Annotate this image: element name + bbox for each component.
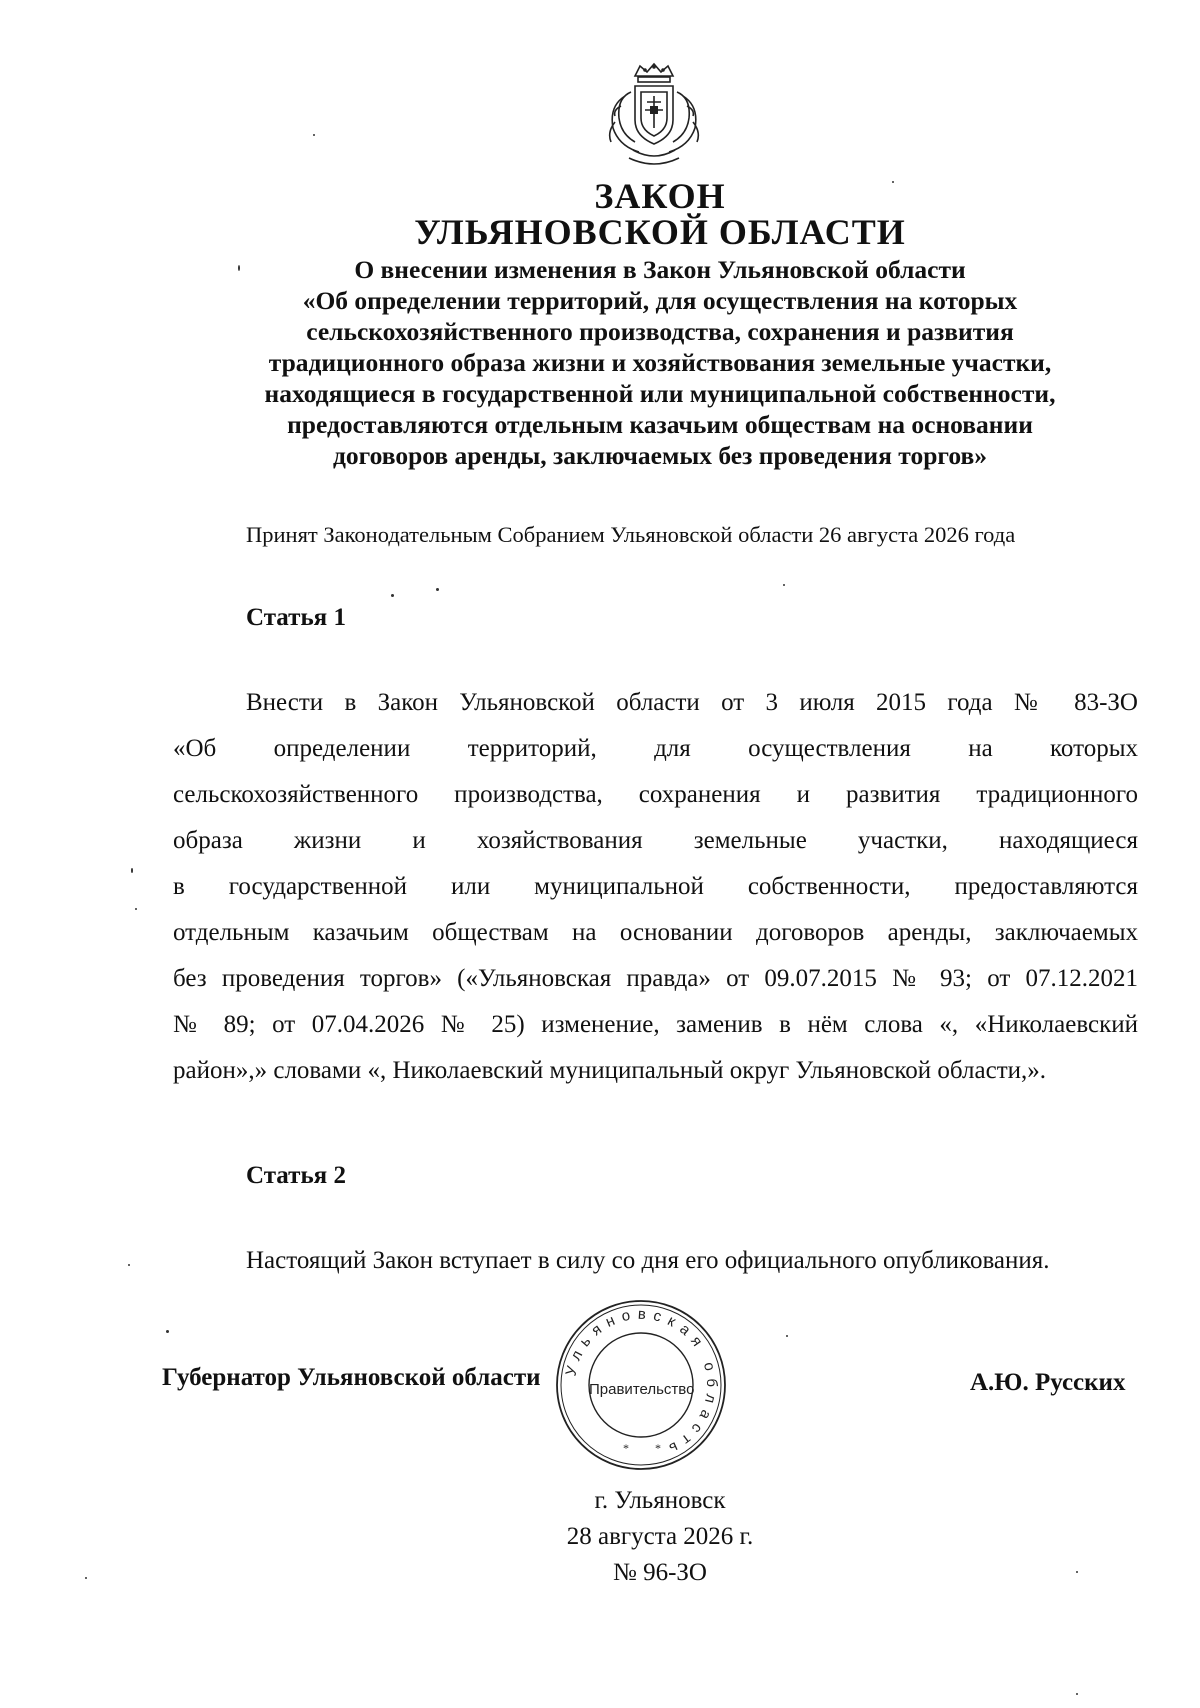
scan-speck <box>128 1264 130 1266</box>
scan-speck <box>391 594 394 597</box>
article-2-text: Настоящий Закон вступает в силу со дня его официального опубликования. <box>246 1247 1050 1274</box>
article-2-title: Статья 2 <box>246 1162 346 1189</box>
scan-speck <box>436 588 439 591</box>
scan-speck <box>892 181 894 183</box>
subject-line: О внесении изменения в Закон Ульяновской области <box>354 255 966 284</box>
scan-speck <box>313 134 315 136</box>
article-1-line: сельскохозяйственного производства, сохранения и развития традиционного <box>173 781 1138 808</box>
article-1-line: № 89; от 07.04.2026 № 25) изменение, заменив в нём слова «, «Николаевский <box>173 1011 1138 1038</box>
article-1-line: отдельным казачьим обществам на основании договоров аренды, заключаемых <box>173 919 1138 946</box>
scan-speck <box>783 584 785 586</box>
scan-speck <box>786 1335 788 1337</box>
law-number: № 96-ЗО <box>612 1559 707 1586</box>
subject-line: предоставляются отдельным казачьим обществам на основании <box>287 410 1033 439</box>
law-subject-heading <box>180 254 1140 471</box>
scan-speck <box>166 1330 169 1333</box>
article-1-title: Статья 1 <box>246 604 346 631</box>
scan-speck <box>85 1577 87 1579</box>
article-1-line: без проведения торгов» («Ульяновская правда» от 09.07.2015 № 93; от 07.12.2021 <box>173 965 1138 992</box>
subject-line: «Об определении территорий, для осуществления на которых <box>302 286 1018 315</box>
subject-line: традиционного образа жизни и хозяйствования земельные участки, <box>268 348 1052 377</box>
adoption-note: Принят Законодательным Собранием Ульяновской области 26 августа 2026 года <box>246 522 1016 547</box>
scan-speck <box>1076 1693 1078 1695</box>
svg-text:*: * <box>655 1441 661 1455</box>
article-1-line: в государственной или муниципальной собственности, предоставляются <box>173 873 1138 900</box>
scan-speck <box>135 908 137 910</box>
article-1-line: Внести в Закон Ульяновской области от 3 июля 2015 года № 83-ЗО <box>246 689 1138 716</box>
subject-line: сельскохозяйственного производства, сохранения и развития <box>306 317 1014 346</box>
article-1-text <box>173 680 1138 1094</box>
issuing-region-title: УЛЬЯНОВСКОЙ ОБЛАСТИ <box>414 212 906 252</box>
document-type-title: ЗАКОН <box>594 176 726 216</box>
article-1-line: район»,» словами «, Николаевский муниципальный округ Ульяновской области,». <box>173 1057 1046 1084</box>
coat-of-arms-icon <box>595 62 713 174</box>
subject-line: договоров аренды, заключаемых без проведения торгов» <box>333 441 987 470</box>
place-of-signing: г. Ульяновск <box>594 1487 726 1514</box>
subject-line: находящиеся в государственной или муниципальной собственности, <box>264 379 1056 408</box>
article-1-line: «Об определении территорий, для осуществления на которых <box>173 735 1138 762</box>
seal-ring-text: Ульяновская область <box>562 1305 721 1460</box>
signing-date: 28 августа 2026 г. <box>566 1523 754 1550</box>
seal-center-text: Правительство <box>589 1381 695 1398</box>
svg-text:*: * <box>623 1441 629 1455</box>
scan-speck <box>238 265 240 271</box>
article-1-line: образа жизни и хозяйствования земельные участки, находящиеся <box>173 827 1138 854</box>
signatory-position: Губернатор Ульяновской области <box>162 1364 541 1391</box>
scan-speck <box>131 868 133 873</box>
signatory-name: А.Ю. Русских <box>970 1369 1126 1396</box>
scan-speck <box>1076 1571 1078 1573</box>
